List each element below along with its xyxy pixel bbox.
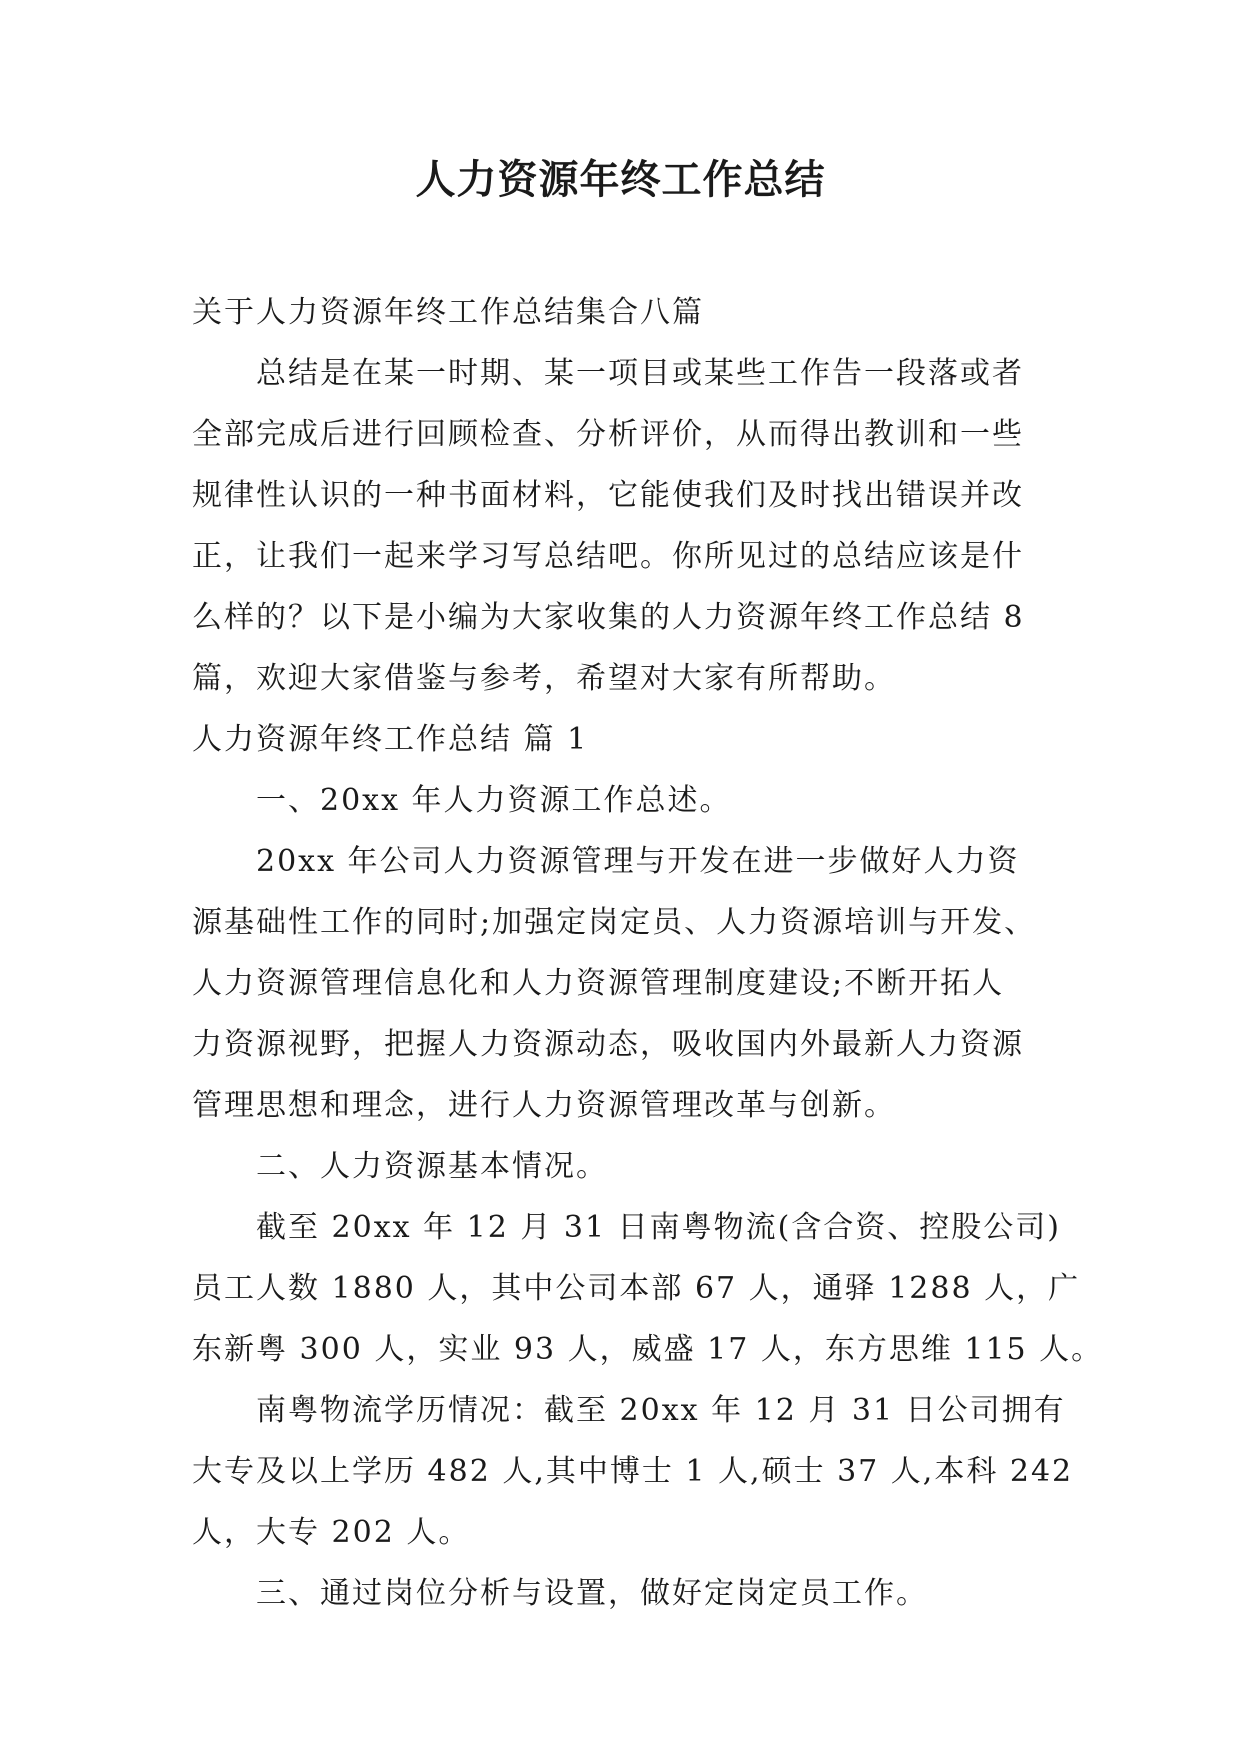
paragraph-line: 全部完成后进行回顾检查、分析评价，从而得出教训和一些 xyxy=(192,417,1024,452)
paragraph-line: 人力资源管理信息化和人力资源管理制度建设;不断开拓人 xyxy=(192,966,1005,1001)
paragraph-line: 源基础性工作的同时;加强定岗定员、人力资源培训与开发、 xyxy=(192,905,1037,940)
paragraph-line: 南粤物流学历情况：截至 20xx 年 12 月 31 日公司拥有 xyxy=(256,1393,1066,1428)
paragraph-line: 么样的？以下是小编为大家收集的人力资源年终工作总结 8 xyxy=(192,600,1025,635)
paragraph-line: 大专及以上学历 482 人,其中博士 1 人,硕士 37 人,本科 242 xyxy=(192,1454,1074,1489)
paragraph-line: 三、通过岗位分析与设置，做好定岗定员工作。 xyxy=(256,1576,928,1611)
paragraph-line: 人，大专 202 人。 xyxy=(192,1515,471,1550)
paragraph-line: 员工人数 1880 人，其中公司本部 67 人，通驿 1288 人，广 xyxy=(192,1271,1081,1306)
document-body xyxy=(192,282,1104,1624)
paragraph-line: 篇，欢迎大家借鉴与参考，希望对大家有所帮助。 xyxy=(192,661,896,696)
paragraph-line: 一、20xx 年人力资源工作总述。 xyxy=(256,783,732,818)
paragraph-line: 规律性认识的一种书面材料，它能使我们及时找出错误并改 xyxy=(192,478,1024,513)
paragraph-line: 截至 20xx 年 12 月 31 日南粤物流(含合资、控股公司) xyxy=(256,1210,1061,1245)
document-title: 人力资源年终工作总结 xyxy=(415,157,826,203)
section-heading: 人力资源年终工作总结 篇 1 xyxy=(192,722,589,757)
subtitle-line: 关于人力资源年终工作总结集合八篇 xyxy=(192,295,704,330)
paragraph-line: 东新粤 300 人，实业 93 人，威盛 17 人，东方思维 115 人。 xyxy=(192,1332,1104,1367)
paragraph-line: 正，让我们一起来学习写总结吧。你所见过的总结应该是什 xyxy=(192,539,1024,574)
paragraph-line: 力资源视野，把握人力资源动态，吸收国内外最新人力资源 xyxy=(192,1027,1024,1062)
paragraph-line: 20xx 年公司人力资源管理与开发在进一步做好人力资 xyxy=(256,844,1020,879)
paragraph-line: 二、人力资源基本情况。 xyxy=(256,1149,608,1184)
paragraph-line: 管理思想和理念，进行人力资源管理改革与创新。 xyxy=(192,1088,896,1123)
paragraph-line: 总结是在某一时期、某一项目或某些工作告一段落或者 xyxy=(256,356,1024,391)
